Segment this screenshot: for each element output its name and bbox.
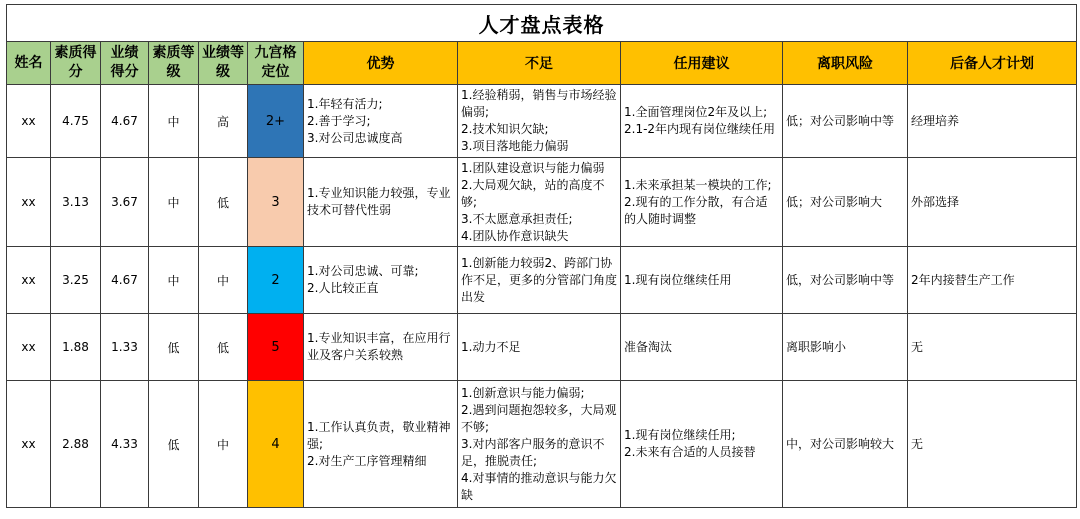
header-quality-level: 素质等级: [149, 42, 199, 85]
cell-line: 2.善于学习;: [307, 113, 371, 128]
cell-line: 1.专业知识丰富，在应用行业及客户关系较熟: [307, 331, 451, 362]
cell-line: 1.工作认真负责，敬业精神强;: [307, 419, 451, 451]
cell-risk[interactable]: 中，对公司影响较大: [783, 381, 908, 508]
cell-strengths[interactable]: [304, 85, 458, 158]
cell-line: 准备淘汰: [624, 339, 673, 354]
cell-weaknesses[interactable]: [458, 247, 621, 314]
cell-nine-box[interactable]: 3: [248, 158, 304, 247]
table-title: 人才盘点表格: [7, 5, 1077, 42]
header-succession: 后备人才计划: [908, 42, 1077, 85]
cell-strengths[interactable]: [304, 381, 458, 508]
cell-line: 4.对事情的推动意识与能力欠缺: [461, 470, 617, 502]
cell-performance-score[interactable]: 4.67: [101, 85, 149, 158]
cell-risk[interactable]: 低；对公司影响中等: [783, 85, 908, 158]
cell-name[interactable]: xx: [7, 85, 51, 158]
cell-recommendation[interactable]: [621, 158, 783, 247]
cell-nine-box[interactable]: 2: [248, 247, 304, 314]
cell-weaknesses[interactable]: [458, 85, 621, 158]
cell-quality-level[interactable]: 低: [149, 314, 199, 381]
cell-line: 2.人比较正直: [307, 281, 379, 295]
table-body: [7, 85, 1077, 508]
cell-line: 2.未来有合适的人员接替: [624, 445, 756, 459]
cell-recommendation[interactable]: [621, 85, 783, 158]
header-risk: 离职风险: [783, 42, 908, 85]
cell-line: 3.项目落地能力偏弱: [461, 139, 569, 153]
cell-line: 2.遇到问题抱怨较多，大局观不够;: [461, 402, 617, 434]
cell-line: 3.对内部客户服务的意识不足，推脱责任;: [461, 436, 605, 468]
cell-nine-box[interactable]: 4: [248, 381, 304, 508]
header-name: 姓名: [7, 42, 51, 85]
header-performance-score: 业绩得分: [101, 42, 149, 85]
cell-nine-box[interactable]: 5: [248, 314, 304, 381]
cell-line: 1.现有岗位继续任用;: [624, 428, 736, 442]
cell-risk[interactable]: 低，对公司影响中等: [783, 247, 908, 314]
cell-performance-score[interactable]: 1.33: [101, 314, 149, 381]
cell-line: 4.团队协作意识缺失: [461, 228, 569, 243]
cell-quality-score[interactable]: 3.25: [51, 247, 101, 314]
cell-quality-level[interactable]: 中: [149, 158, 199, 247]
cell-line: 2.现有的工作分散，有合适的人随时调整: [624, 194, 768, 226]
cell-succession[interactable]: 2年内接替生产工作: [908, 247, 1077, 314]
cell-quality-score[interactable]: 3.13: [51, 158, 101, 247]
header-row: [7, 42, 1077, 85]
cell-quality-score[interactable]: 1.88: [51, 314, 101, 381]
cell-succession[interactable]: 经理培养: [908, 85, 1077, 158]
cell-line: 1.动力不足: [461, 339, 521, 354]
cell-line: 2.大局观欠缺，站的高度不够;: [461, 177, 605, 209]
cell-recommendation[interactable]: [621, 247, 783, 314]
cell-line: 2.技术知识欠缺;: [461, 122, 549, 136]
cell-name[interactable]: xx: [7, 158, 51, 247]
cell-nine-box[interactable]: 2+: [248, 85, 304, 158]
cell-recommendation[interactable]: [621, 314, 783, 381]
cell-succession[interactable]: 无: [908, 381, 1077, 508]
cell-strengths[interactable]: [304, 247, 458, 314]
cell-quality-level[interactable]: 中: [149, 247, 199, 314]
header-strengths: 优势: [304, 42, 458, 85]
table-row: [7, 314, 1077, 381]
cell-performance-score[interactable]: 4.67: [101, 247, 149, 314]
cell-quality-score[interactable]: 4.75: [51, 85, 101, 158]
cell-name[interactable]: xx: [7, 247, 51, 314]
cell-performance-level[interactable]: 中: [199, 381, 248, 508]
table-row: [7, 247, 1077, 314]
table-row: [7, 158, 1077, 247]
header-weaknesses: 不足: [458, 42, 621, 85]
table-row: [7, 85, 1077, 158]
cell-quality-level[interactable]: 中: [149, 85, 199, 158]
cell-line: 3.对公司忠诚度高: [307, 130, 403, 145]
cell-performance-level[interactable]: 低: [199, 314, 248, 381]
cell-line: 1.对公司忠诚、可靠;: [307, 264, 419, 278]
cell-line: 2.对生产工序管理精细: [307, 453, 427, 468]
cell-strengths[interactable]: [304, 158, 458, 247]
cell-line: 1.未来承担某一模块的工作;: [624, 177, 772, 192]
cell-performance-level[interactable]: 高: [199, 85, 248, 158]
cell-risk[interactable]: 低；对公司影响大: [783, 158, 908, 247]
cell-line: 1.创新能力较弱2、跨部门协作不足，更多的分管部门角度出发: [461, 255, 618, 304]
cell-performance-score[interactable]: 3.67: [101, 158, 149, 247]
cell-name[interactable]: xx: [7, 314, 51, 381]
header-nine-box: 九宫格定位: [248, 42, 304, 85]
cell-line: 2.1-2年内现有岗位继续任用: [624, 122, 776, 136]
cell-line: 1.年轻有活力;: [307, 96, 383, 111]
cell-succession[interactable]: 无: [908, 314, 1077, 381]
table-row: [7, 381, 1077, 508]
cell-succession[interactable]: 外部选择: [908, 158, 1077, 247]
cell-performance-level[interactable]: 低: [199, 158, 248, 247]
cell-line: 1.团队建设意识与能力偏弱: [461, 160, 605, 175]
cell-quality-score[interactable]: 2.88: [51, 381, 101, 508]
header-recommendation: 任用建议: [621, 42, 783, 85]
cell-strengths[interactable]: [304, 314, 458, 381]
cell-line: 1.专业知识能力较强，专业技术可替代性弱: [307, 186, 451, 217]
cell-performance-score[interactable]: 4.33: [101, 381, 149, 508]
cell-line: 1.创新意识与能力偏弱;: [461, 385, 585, 400]
cell-weaknesses[interactable]: [458, 158, 621, 247]
cell-quality-level[interactable]: 低: [149, 381, 199, 508]
cell-line: 1.全面管理岗位2年及以上;: [624, 105, 768, 119]
cell-weaknesses[interactable]: [458, 314, 621, 381]
cell-line: 1.现有岗位继续任用: [624, 272, 732, 287]
cell-weaknesses[interactable]: [458, 381, 621, 508]
cell-recommendation[interactable]: [621, 381, 783, 508]
header-quality-score: 素质得分: [51, 42, 101, 85]
cell-line: 3.不太愿意承担责任;: [461, 211, 573, 226]
cell-performance-level[interactable]: 中: [199, 247, 248, 314]
header-performance-level: 业绩等级: [199, 42, 248, 85]
cell-line: 1.经验稍弱，销售与市场经验偏弱;: [461, 88, 617, 119]
cell-risk[interactable]: 离职影响小: [783, 314, 908, 381]
cell-name[interactable]: xx: [7, 381, 51, 508]
talent-review-table: [6, 4, 1077, 508]
